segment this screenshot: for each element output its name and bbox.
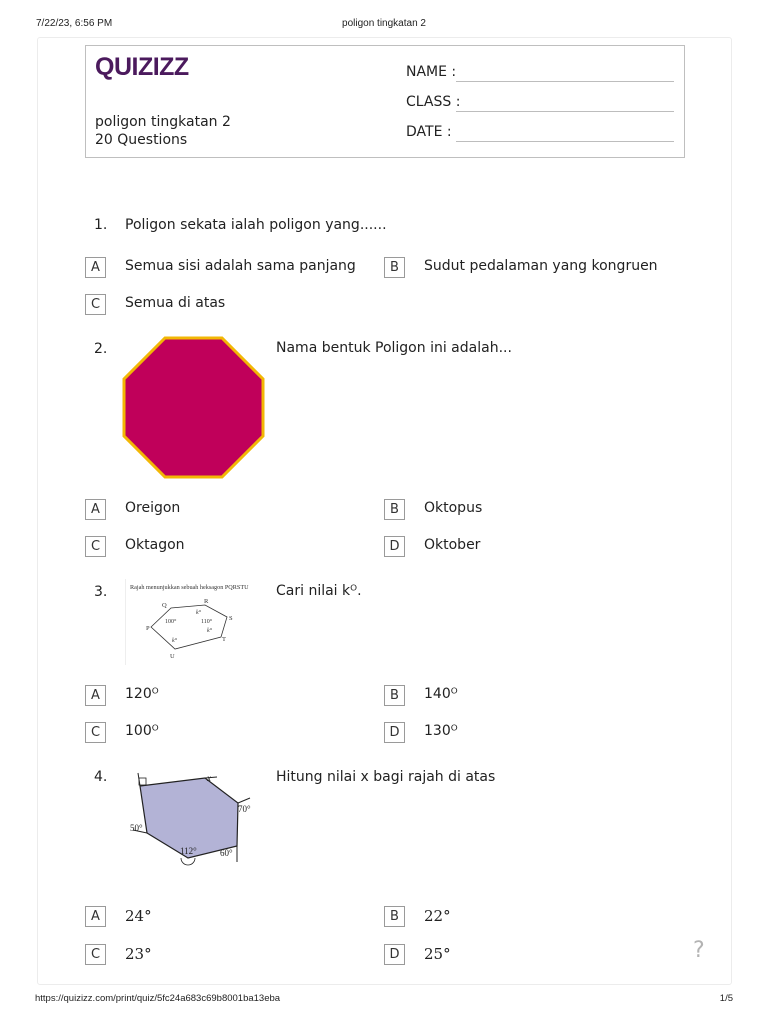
octagon-figure <box>122 336 265 479</box>
option-letter: A <box>85 499 106 520</box>
q4-label-112: 112° <box>180 846 197 856</box>
option-letter: D <box>384 536 405 557</box>
option-letter: C <box>85 944 106 965</box>
option-letter: B <box>384 499 405 520</box>
quiz-header-box <box>85 45 685 158</box>
class-line <box>456 111 674 112</box>
help-icon[interactable]: ? <box>693 938 705 963</box>
option-text: Sudut pedalaman yang kongruen <box>424 258 658 274</box>
question-2-text: Nama bentuk Poligon ini adalah... <box>276 340 512 356</box>
option-letter: B <box>384 685 405 706</box>
option-text: Semua sisi adalah sama panjang <box>125 258 356 274</box>
date-field <box>406 124 674 144</box>
question-1-number: 1. <box>94 217 108 233</box>
vertex-t: T <box>222 636 226 643</box>
vertex-p: P <box>146 625 150 632</box>
quizizz-logo: QUIZIZZ <box>95 53 189 81</box>
question-count: 20 Questions <box>95 132 188 148</box>
option-letter: C <box>85 536 106 557</box>
name-label: NAME : <box>406 64 457 80</box>
class-label: CLASS : <box>406 94 461 110</box>
option-text: Oreigon <box>125 500 181 516</box>
angle-100: 100° <box>165 619 177 625</box>
option-letter: B <box>384 257 405 278</box>
question-4-text: Hitung nilai x bagi rajah di atas <box>276 769 496 785</box>
print-title: poligon tingkatan 2 <box>342 18 426 29</box>
vertex-s: S <box>229 615 233 622</box>
option-text: Oktagon <box>125 537 185 553</box>
class-field <box>406 94 674 114</box>
octagon-shape <box>124 338 263 477</box>
option-text: 130ᴼ <box>424 723 458 739</box>
option-text: 25° <box>424 945 451 963</box>
quiz-title: poligon tingkatan 2 <box>95 114 231 130</box>
question-2-number: 2. <box>94 341 108 357</box>
name-line <box>456 81 674 82</box>
name-field <box>406 64 674 84</box>
option-text: Semua di atas <box>125 295 226 311</box>
option-letter: A <box>85 685 106 706</box>
print-footer-url: https://quizizz.com/print/quiz/5fc24a683c69b8001ba13eba <box>35 993 281 1004</box>
option-text: 24° <box>125 907 152 925</box>
vertex-r: R <box>204 598 209 605</box>
date-label: DATE : <box>406 124 452 140</box>
question-3-number: 3. <box>94 584 108 600</box>
angle-k-t: k° <box>207 628 213 634</box>
q4-label-60: 60° <box>220 848 233 858</box>
option-text: 100ᴼ <box>125 723 159 739</box>
q4-label-x: x <box>207 773 211 783</box>
angle-110: 110° <box>201 619 213 625</box>
option-text: 120ᴼ <box>125 686 159 702</box>
option-letter: D <box>384 944 405 965</box>
option-text: Oktopus <box>424 500 483 516</box>
option-text: Oktober <box>424 537 481 553</box>
option-text: 23° <box>125 945 152 963</box>
vertex-q: Q <box>162 602 167 609</box>
hexagon-caption: Rajah menunjukkan sebuah heksagon PQRSTU <box>130 584 249 591</box>
question-1-text: Poligon sekata ialah poligon yang...... <box>125 217 387 233</box>
angle-k-r: k° <box>196 610 202 616</box>
question-4-number: 4. <box>94 769 108 785</box>
vertex-u: U <box>170 653 175 660</box>
angle-k-u: k° <box>172 638 178 644</box>
option-letter: C <box>85 294 106 315</box>
option-letter: C <box>85 722 106 743</box>
option-text: 140ᴼ <box>424 686 458 702</box>
q4-label-70: 70° <box>238 804 251 814</box>
print-date: 7/22/23, 6:56 PM <box>36 18 113 29</box>
option-text: 22° <box>424 907 451 925</box>
date-line <box>456 141 674 142</box>
option-letter: A <box>85 257 106 278</box>
question-3-text: Cari nilai kᴼ. <box>276 583 362 599</box>
q4-label-50: 50° <box>130 823 143 833</box>
print-footer-page: 1/5 <box>719 993 733 1004</box>
option-letter: B <box>384 906 405 927</box>
hexagon-figure <box>125 579 265 665</box>
option-letter: A <box>85 906 106 927</box>
option-letter: D <box>384 722 405 743</box>
print-header <box>36 18 732 32</box>
polygon-figure-q4 <box>125 768 260 868</box>
